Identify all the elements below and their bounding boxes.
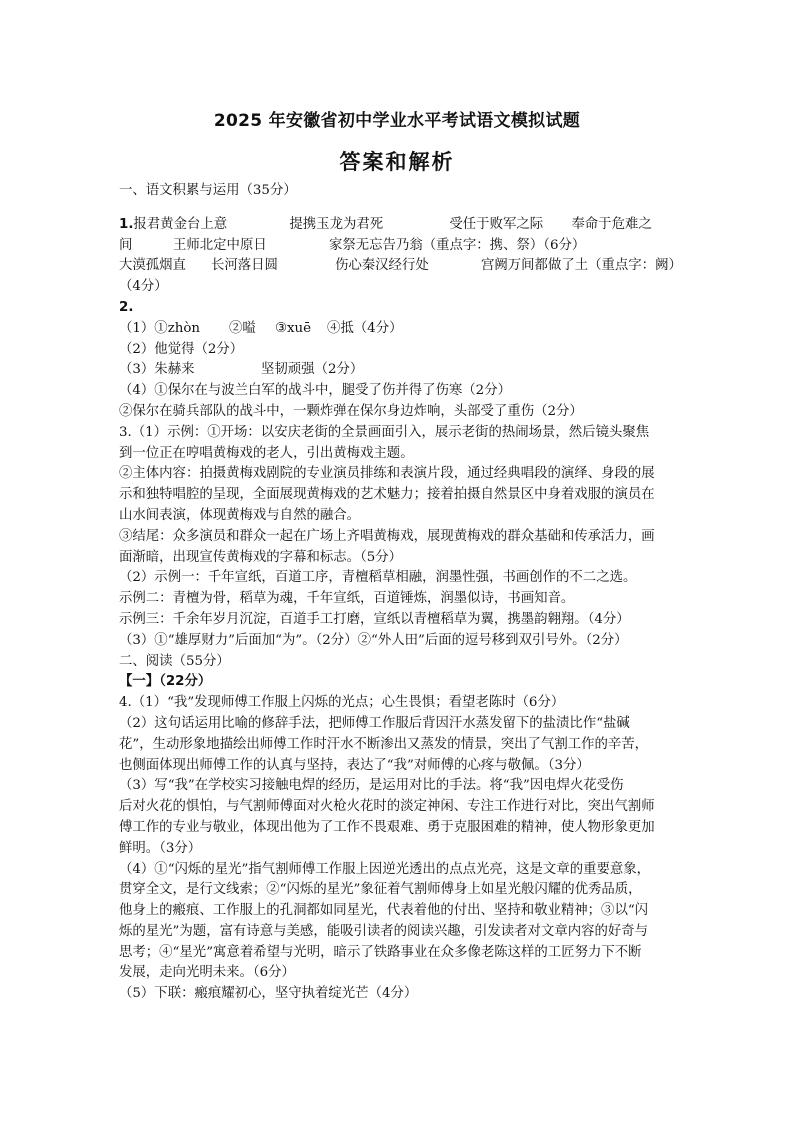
answer-body <box>119 181 691 1005</box>
q4-line: 发展，走向光明未来。（6分） <box>119 965 295 981</box>
document-title: 2025 年安徽省初中学业水平考试语文模拟试题 <box>213 111 581 131</box>
q3-line: 山水间表演，体现黄梅戏与自然的融合。 <box>119 507 361 523</box>
q3-line: （2）示例一：千年宣纸，百道工序，青檀稻草相融，润墨性强，书画创作的不二之选。 <box>119 570 637 586</box>
q1-answer: 提携玉龙为君死 <box>289 216 384 232</box>
q3-line: 示例三：千余年岁月沉淀，百道手工打磨，宣纸以青檀稻草为翼，携墨韵翱翔。（4分） <box>119 611 630 627</box>
q4-line: （4）①“闪烁的星光”指气割师傅工作服上因逆光透出的点点光亮，这是文章的重要意象， <box>119 861 651 877</box>
q2-answer: ④抵（4分） <box>327 320 403 336</box>
q4-line: 后对火花的惧怕，与气割师傅面对火枪火花时的淡定神闲、专注工作进行对比，突出气割师 <box>119 799 655 815</box>
q4-line: （3）写“我”在学校实习接触电焊的经历，是运用对比的手法。将“我”因电焊火花受伤 <box>119 778 624 794</box>
q2-answer: ②嗌 <box>229 320 256 336</box>
q3-line: 面渐暗，出现宣传黄梅戏的字幕和标志。（5分） <box>119 549 403 565</box>
q4-line: （5）下联：瘢痕耀初心，坚守执着绽光芒（4分） <box>119 986 418 1002</box>
q4-line: 鲜明。（3分） <box>119 840 202 856</box>
q2-line-3 <box>119 360 691 381</box>
q1-answer: 长河落日圆 <box>211 258 278 274</box>
q1-answer: 王师北定中原日 <box>173 237 267 253</box>
q2-line-4: （4）①保尔在与波兰白军的战斗中，腿受了伤并得了伤寒（2分） <box>119 383 511 399</box>
section-heading-1: 一、语文积累与运用（35分） <box>119 183 297 198</box>
q1-score: （4分） <box>119 279 168 295</box>
q3-line: 示例二：青檀为骨，稻草为魂，千年宣纸，百道锤炼，润墨似诗，书画知音。 <box>119 591 575 607</box>
q1-answer: 伤心秦汉经行处 <box>335 258 429 274</box>
q3-line: 3.（1）示例：①开场：以安庆老街的全景画面引入，展示老街的热闹场景，然后镜头聚焦 <box>119 424 650 440</box>
q4-line: 4.（1）“我”发现师傅工作服上闪烁的光点；心生畏惧；看望老陈时（6分） <box>119 695 565 711</box>
q1-label: 1. <box>119 216 134 232</box>
q4-line: 也侧面体现出师傅工作的认真与坚持，表达了“我”对师傅的心疼与敬佩。（3分） <box>119 757 590 773</box>
q2-line-5: ②保尔在骑兵部队的战斗中，一颗炸弹在保尔身边炸响，头部受了重伤（2分） <box>119 403 583 419</box>
q4-line: 他身上的瘢痕、工作服上的孔洞都如同星光，代表着他的付出、坚持和敬业精神；③以“闪 <box>119 903 649 919</box>
q3-line: ③结尾：众多演员和群众一起在广场上齐唱黄梅戏，展现黄梅戏的群众基础和传承活力，画 <box>119 528 655 544</box>
q1-answer: 奉命于危难之 <box>571 216 652 232</box>
q2-answer: （1）①zhòn <box>119 320 201 336</box>
q4-line: 烁的星光”为题，富有诗意与美感，能吸引读者的阅读兴趣，引发读者对文章内容的好奇与 <box>119 923 649 939</box>
q4-line: 思考；④“星光”寓意着希望与光明，暗示了铁路事业在众多像老陈这样的工匠努力下不断 <box>119 944 642 960</box>
q3-line: ②主体内容：拍摄黄梅戏剧院的专业演员排练和表演片段，通过经典唱段的演绎、身段的展 <box>119 466 655 482</box>
q2-line-1 <box>119 319 691 340</box>
q1-answer: 家祭无忘告乃翁（重点字：携、祭）（6分） <box>329 237 586 253</box>
q2-line-2: （2）他觉得（2分） <box>119 341 244 357</box>
q1-answer: 报君黄金台上意 <box>133 216 228 232</box>
q1-row-3 <box>119 256 691 277</box>
q4-line: 花”，生动形象地描绘出师傅工作时汗水不断渗出又蒸发的情景，突出了气割工作的辛苦， <box>119 736 649 752</box>
q1-answer: 受任于败军之际 <box>449 216 544 232</box>
q1-row-2 <box>119 236 691 257</box>
q1-answer: 间 <box>119 237 133 253</box>
q4-line: 傅工作的专业与敬业，体现出他为了工作不畏艰难、勇于克服困难的精神，使人物形象更加 <box>119 819 655 835</box>
q3-line: 到一位正在哼唱黄梅戏的老人，引出黄梅戏主题。 <box>119 445 414 461</box>
q2-answer: ③xuē <box>275 320 312 336</box>
q4-line: （2）这句话运用比喻的修辞手法，把师傅工作服后背因汗水蒸发留下的盐渍比作“盐碱 <box>119 715 630 731</box>
q2-answer: （3）朱赫来 <box>119 362 195 378</box>
q3-line: 示和独特唱腔的呈现，全面展现黄梅戏的艺术魅力；接着拍摄自然景区中身着戏服的演员在 <box>119 487 655 503</box>
part-heading-1: 【一】（22分） <box>119 674 212 690</box>
q2-answer: 坚韧顽强（2分） <box>261 362 364 378</box>
q1-answer: 大漠孤烟直 <box>119 258 186 274</box>
q1-row-1 <box>119 215 691 236</box>
section-heading-2: 二、阅读（55分） <box>119 653 230 669</box>
q1-answer: 宫阙万间都做了土（重点字：阙） <box>481 258 682 274</box>
q3-line: （3）①“雄厚财力”后面加“为”。（2分）②“外人田”后面的逗号移到双引号外。（2分） <box>119 632 628 648</box>
q2-label: 2. <box>119 299 134 315</box>
document-subtitle: 答案和解析 <box>339 150 455 174</box>
q4-line: 贯穿全文，是行文线索；②“闪烁的星光”象征着气割师傅身上如星光般闪耀的优秀品质， <box>119 882 642 898</box>
